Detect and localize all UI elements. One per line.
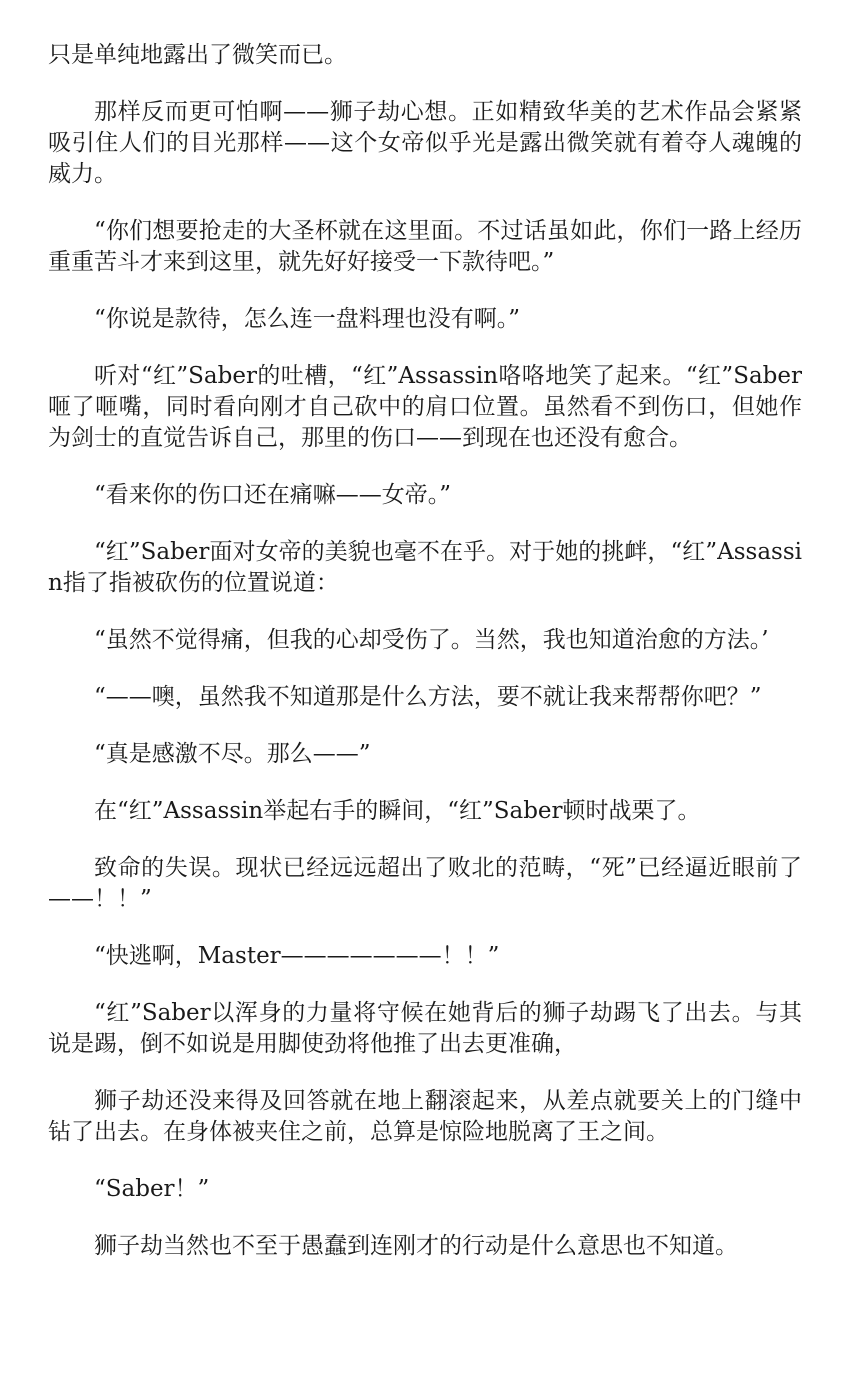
paragraph: “快逃啊，Master———————！！” (94, 943, 500, 969)
paragraph: 听对“红”Saber的吐槽，“红”Assassin咯咯地笑了起来。“红”Saber咂了咂嘴，同时看向刚才自己砍中的肩口位置。虽然看不到伤口，但她作为剑士的直觉告诉自己，那里的伤口——到现在也还没有愈合。 (48, 363, 802, 451)
paragraph: 在“红”Assassin举起右手的瞬间，“红”Saber顿时战栗了。 (94, 798, 701, 824)
paragraph: “虽然不觉得痛，但我的心却受伤了。当然，我也知道治愈的方法。’ (94, 627, 769, 653)
paragraph: 只是单纯地露出了微笑而已。 (48, 42, 347, 68)
paragraph: 狮子劫当然也不至于愚蠢到连刚才的行动是什么意思也不知道。 (94, 1233, 738, 1259)
paragraph: “——噢，虽然我不知道那是什么方法，要不就让我来帮帮你吧？” (94, 684, 762, 710)
paragraph: “Saber！” (94, 1176, 210, 1202)
paragraph: 狮子劫还没来得及回答就在地上翻滚起来，从差点就要关上的门缝中钻了出去。在身体被夹住之前，总算是惊险地脱离了王之间。 (48, 1088, 802, 1145)
paragraph: “红”Saber以浑身的力量将守候在她背后的狮子劫踢飞了出去。与其说是踢，倒不如说是用脚使劲将他推了出去更准确， (48, 1000, 802, 1057)
paragraph: 致命的失误。现状已经远远超出了败北的范畴，“死”已经逼近眼前了——！！” (48, 855, 802, 912)
paragraph: “看来你的伤口还在痛嘛——女帝。” (94, 482, 452, 508)
paragraph: “真是感激不尽。那么——” (94, 741, 371, 767)
paragraph: “你们想要抢走的大圣杯就在这里面。不过话虽如此，你们一路上经历重重苦斗才来到这里，就先好好接受一下款待吧。” (48, 218, 802, 275)
paragraph: “红”Saber面对女帝的美貌也毫不在乎。对于她的挑衅，“红”Assassin指了指被砍伤的位置说道： (48, 539, 802, 596)
paragraph: 那样反而更可怕啊——狮子劫心想。正如精致华美的艺术作品会紧紧吸引住人们的目光那样——这个女帝似乎光是露出微笑就有着夺人魂魄的威力。 (48, 99, 802, 187)
paragraph: “你说是款待，怎么连一盘料理也没有啊。” (94, 306, 521, 332)
